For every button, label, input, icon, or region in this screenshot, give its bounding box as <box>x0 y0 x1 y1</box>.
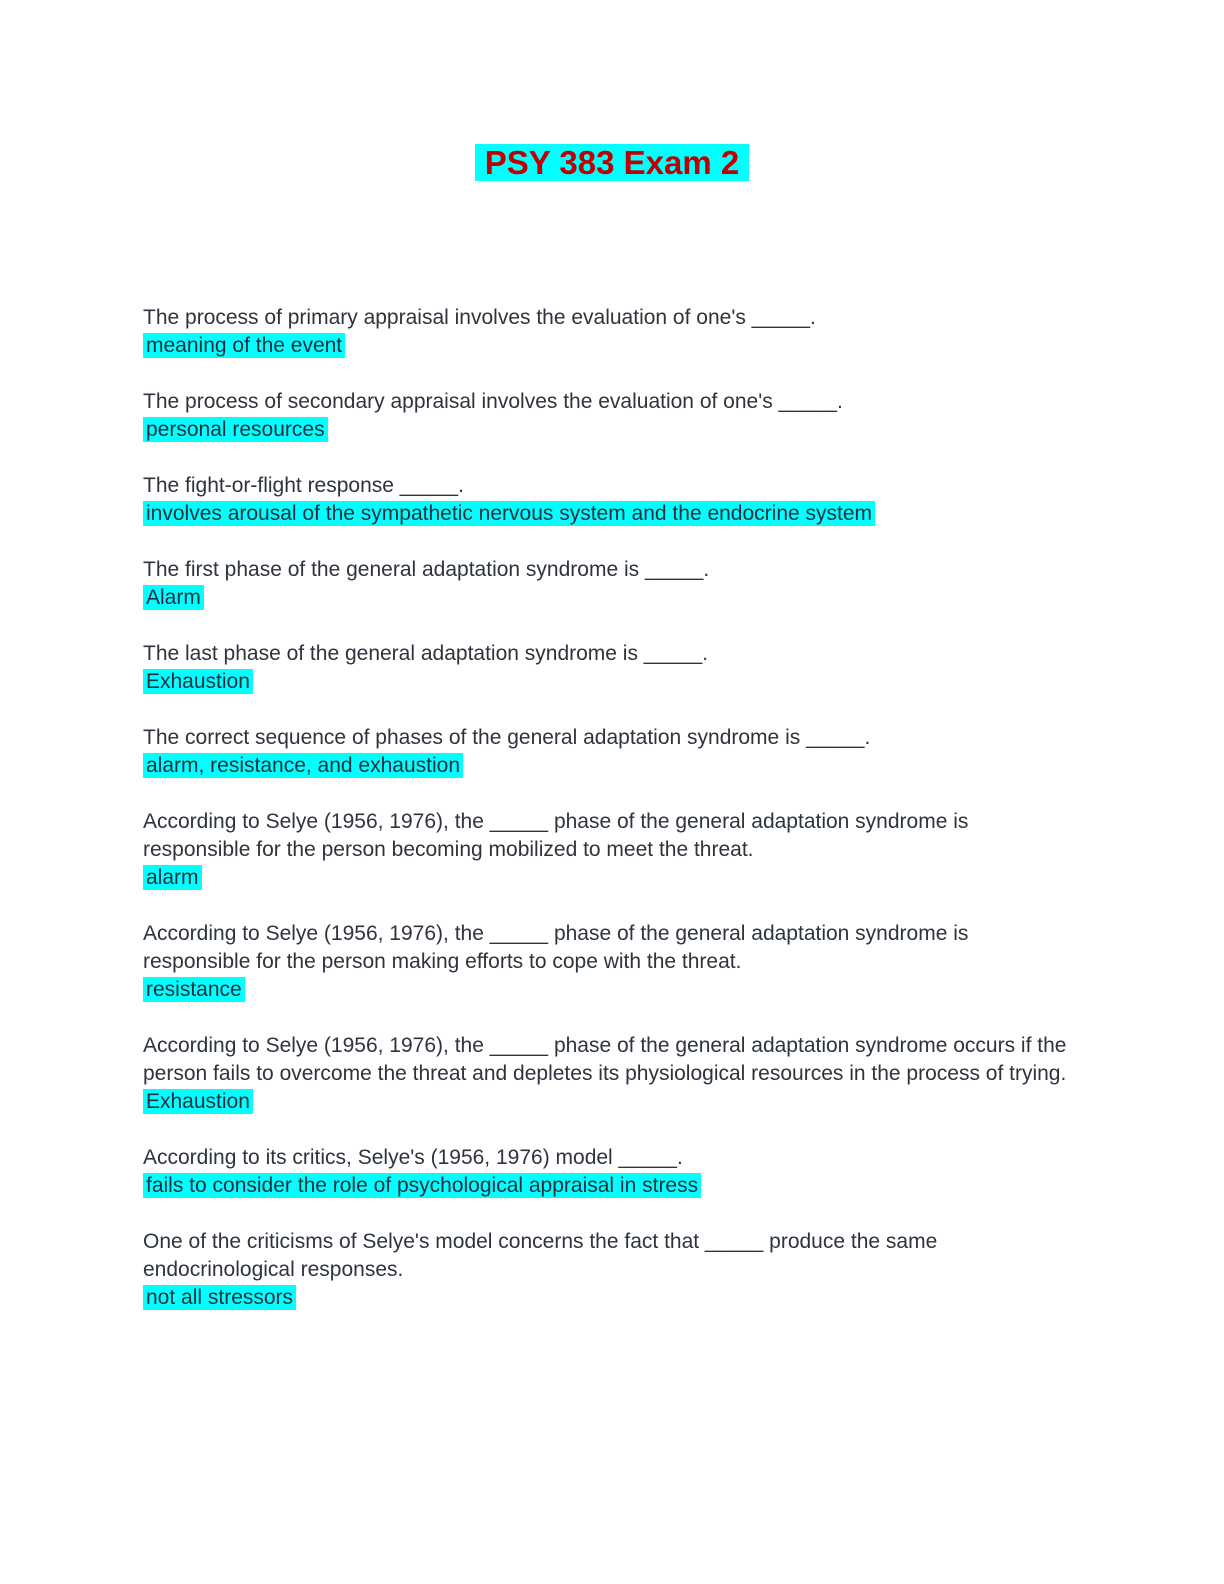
qa-item <box>143 808 1081 892</box>
question-text: According to Selye (1956, 1976), the _____ phase of the general adaptation syndrome is responsible for the person becoming mobilized to meet the threat. <box>143 810 969 861</box>
qa-item <box>143 640 1081 696</box>
qa-item <box>143 556 1081 612</box>
answer-highlight: Exhaustion <box>143 1089 253 1114</box>
qa-item <box>143 304 1081 360</box>
answer-highlight: Alarm <box>143 585 204 610</box>
qa-item <box>143 472 1081 528</box>
answer-highlight: alarm <box>143 865 202 890</box>
question-text: According to Selye (1956, 1976), the _____ phase of the general adaptation syndrome occurs if the person fails to overcome the threat and depletes its physiological resources in the process of trying. <box>143 1034 1067 1085</box>
page-title-highlight: PSY 383 Exam 2 <box>475 144 749 181</box>
answer-highlight: resistance <box>143 977 245 1002</box>
qa-item <box>143 1228 1081 1312</box>
question-text: The fight-or-flight response _____. <box>143 474 465 497</box>
answer-highlight: Exhaustion <box>143 669 253 694</box>
question-text: The last phase of the general adaptation syndrome is _____. <box>143 642 709 665</box>
question-text: The correct sequence of phases of the general adaptation syndrome is _____. <box>143 726 871 749</box>
qa-item <box>143 388 1081 444</box>
question-text: The process of secondary appraisal involves the evaluation of one's _____. <box>143 390 843 413</box>
answer-highlight: meaning of the event <box>143 333 345 358</box>
page-title <box>143 0 1081 185</box>
answer-highlight: alarm, resistance, and exhaustion <box>143 753 463 778</box>
qa-item <box>143 724 1081 780</box>
question-text: According to Selye (1956, 1976), the _____ phase of the general adaptation syndrome is responsible for the person making efforts to cope with the threat. <box>143 922 969 973</box>
question-text: One of the criticisms of Selye's model concerns the fact that _____ produce the same endocrinological responses. <box>143 1230 938 1281</box>
question-text: The process of primary appraisal involves the evaluation of one's _____. <box>143 306 816 329</box>
answer-highlight: not all stressors <box>143 1285 296 1310</box>
qa-item <box>143 1032 1081 1116</box>
qa-list <box>143 304 1081 1312</box>
answer-highlight: fails to consider the role of psychological appraisal in stress <box>143 1173 701 1198</box>
answer-highlight: involves arousal of the sympathetic nervous system and the endocrine system <box>143 501 875 526</box>
answer-highlight: personal resources <box>143 417 328 442</box>
question-text: The first phase of the general adaptation syndrome is _____. <box>143 558 710 581</box>
question-text: According to its critics, Selye's (1956, 1976) model _____. <box>143 1146 683 1169</box>
qa-item <box>143 920 1081 1004</box>
qa-item <box>143 1144 1081 1200</box>
